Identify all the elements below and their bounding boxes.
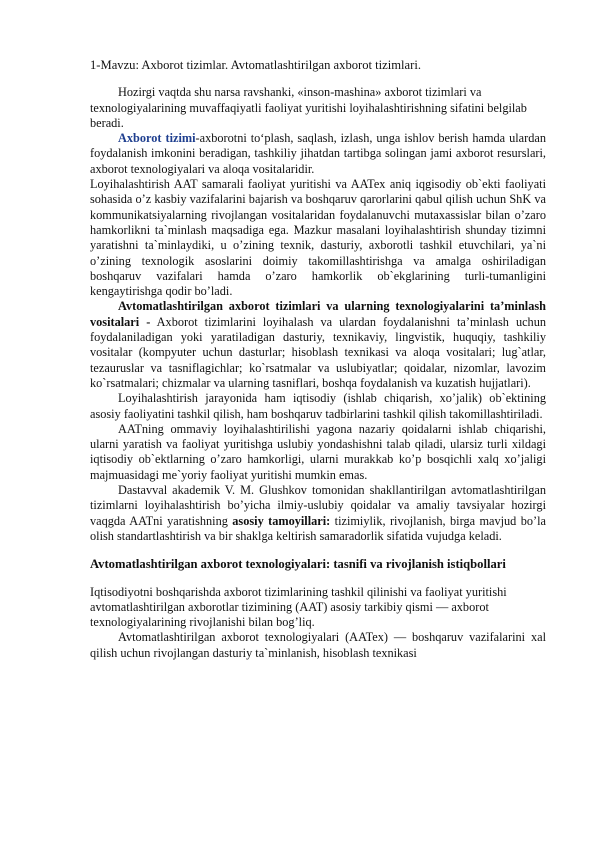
- paragraph-process: Loyihalashtirish jarayonida ham iqtisodiy (ishlab chiqarish, xo’jalik) ob`ektining asosiy faoliyatini tashkil qilish, ham boshqaruv tadbirlarini tashkil qilish takomillashtiriladi.: [90, 391, 546, 421]
- means-text: Axborot tizimlarini loyihalash va ulardan foydalanishni ta’minlash uchun foydalaniladigan yoki yaratiladigan dasturiy, texnikaviy, lingvistik, huquqiy, tashkiliy vositalar (kompyuter uchun dasturlar; hisoblash texnikasi va aloqa vositalari; lug`atlar, tezauruslar va tasniflagichlar; ko`rsatmalar va uslubiyatlar; qoidalar, nizomlar, lavozim ko`rsatmalari; chizmalar va ularning tasniflari, boshqa foydalanish va kuzatish hujjatlari).: [90, 314, 546, 390]
- paragraph-aatex: Avtomatlashtirilgan axborot texnologiyalari (AATex) — boshqaruv vazifalarini xal qilish uchun rivojlangan dasturiy ta`minlanish, hisoblash texnikasi: [90, 630, 546, 660]
- definition-text: -axborotni to‘plash, saqlash, izlash, unga ishlov berish hamda ulardan foydalanish imkonini beradigan, tashkiliy jihatdan tartibga solingan jami axborot resurslari, axborot texnologiyalari va aloqa vositalaridir.: [90, 131, 546, 176]
- paragraph-mass-design: AATning ommaviy loyihalashtirilishi yagona nazariy qoidalarni ishlab chiqarishi, ularni yaratish va faoliyat yuritishga uslubiy yondashishni talab qiladi, ularsiz turli xildagi iqtisodiy ob`ektlarning o’zaro hamkorligi, ularni murakkab ko’p bosqichli xalq xo’jaligi majmuasidagi me`yoriy faoliyat yuritishi mumkin emas.: [90, 421, 546, 482]
- means-term: Avtomatlashtirilgan axborot tizimlari va ularning texnologiyalarini ta’minlash vositalari -: [90, 299, 546, 329]
- paragraph-economy: Iqtisodiyotni boshqarishda axborot tizimlarining tashkil qilinishi va faoliyat yuritishi avtomatlashtirilgan axborotlar tizimining (AAT) asosiy tarkibiy qismi — axborot texnologiyalarining rivojlanishi bilan bog’liq.: [90, 584, 507, 630]
- paragraph-principles: [90, 483, 546, 544]
- principles-list: tizimiylik, rivojlanish, birga mavjud bo’la olish standartlashtirish va bir shaklga keltirish samaradorlik sifatida vujudga keladi.: [90, 513, 546, 543]
- paragraph-means: [90, 299, 546, 391]
- paragraph-definition: [90, 131, 546, 177]
- section-heading: Avtomatlashtirilgan axborot texnologiyalari: tasnifi va rivojlanish istiqbollari: [90, 557, 506, 572]
- term-axborot-tizimi: Axborot tizimi: [118, 131, 196, 146]
- principles-intro: Dastavval akademik V. M. Glushkov tomonidan shakllantirilgan avtomatlashtirilgan tizimlarni loyihalashtirish bo’yicha ilmiy-uslubiy qoidalar va amaliy tavsiyalar hozirgi vaqgda AATni yaratishning: [90, 483, 546, 528]
- paragraph-design: Loyihalashtirish AAT samarali faoliyat yuritishi va AATex aniq iqgisodiy ob`ekti faoliyati sohasida o’z kasbiy vazifalarini bajarish va boshqaruv qarorlarini qabul qilish uchun ShK va kommunikatsiyalarning rivojlangan vositalaridan foydalanuvchi mutaxassislar bilan o’zaro hamkorlikni ta`minlash maqsadiga ega. Mazkur masalani loyihalashtirish shunday tizimni yaratishni ta`minlaydiki, u o’zining texnik, dasturiy, axborotli tashkil etuvchilari, ya`ni o’zining texnologik asoslarini doimiy takomillashtirishga va amalga oshiriladigan boshqaruv vazifalari hamda o’zaro hamkorlik ob`ekglarining turli-tumanligini kengaytirishga qodir bo’ladi.: [90, 177, 546, 299]
- principles-term: asosiy tamoyillari:: [232, 513, 331, 528]
- document-title: 1-Mavzu: Axborot tizimlar. Avtomatlashtirilgan axborot tizimlari.: [90, 58, 421, 72]
- paragraph-intro: Hozirgi vaqtda shu narsa ravshanki, «inson-mashina» axborot tizimlari va texnologiyalarining muvaffaqiyatli faoliyat yuritishi loyihalashtirishning sifatini belgilab beradi.: [90, 85, 527, 130]
